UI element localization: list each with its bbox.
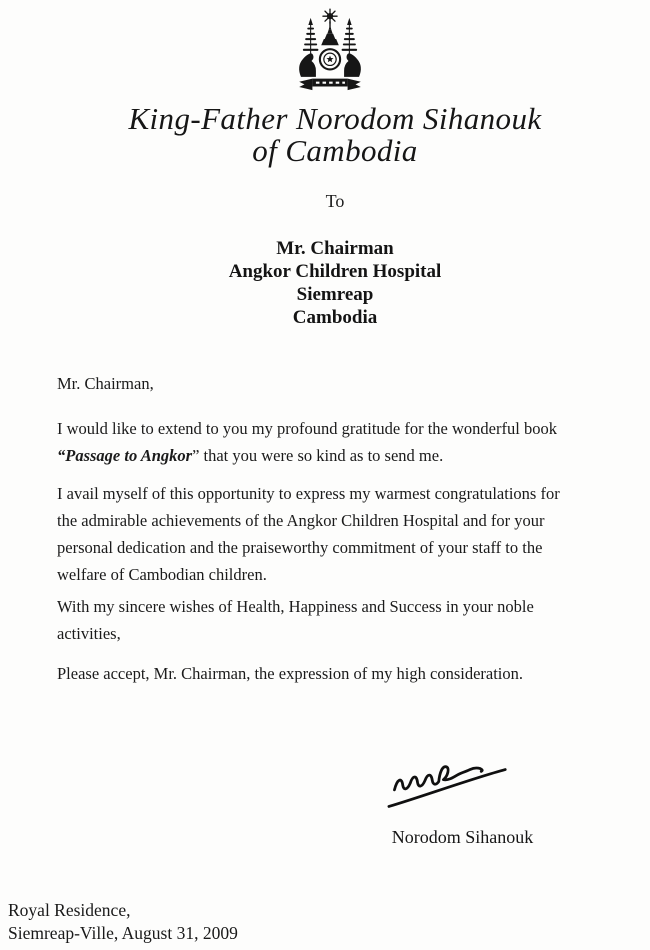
paragraph-line: the admirable achievements of the Angkor Children Hospital and for your — [57, 511, 545, 530]
book-title: Passage to Angkor — [65, 446, 193, 465]
signature-scrawl — [394, 767, 482, 790]
quote-open: “ — [57, 446, 66, 465]
royal-shield-icon — [320, 49, 340, 69]
recipient-line: Mr. Chairman — [276, 238, 394, 259]
recipient-line: Siemreap — [296, 284, 374, 305]
recipient-line: Angkor Children Hospital — [228, 261, 442, 282]
paragraph-line: activities, — [57, 624, 121, 643]
to-label: To — [325, 191, 345, 211]
royal-crown-icon — [321, 24, 339, 45]
letterhead-title-line1: King-Father Norodom Sihanouk — [128, 101, 542, 136]
rayed-sun-icon — [323, 9, 337, 27]
paragraph-line: I would like to extend to you my profound gratitude for the wonderful book — [57, 419, 557, 438]
motto-ribbon-icon — [299, 79, 361, 90]
handwritten-signature-icon — [382, 740, 514, 812]
recipient-address-block — [10, 237, 650, 329]
recipient-line: Cambodia — [292, 307, 378, 328]
paragraph-line: personal dedication and the praiseworthy commitment of your staff to the — [57, 538, 543, 557]
signatory-name: Norodom Sihanouk — [391, 827, 534, 847]
paragraph-line: welfare of Cambodian children. — [57, 565, 267, 584]
paragraph-line: With my sincere wishes of Health, Happiness and Success in your noble — [57, 597, 534, 616]
dateline-place: Royal Residence, — [8, 900, 131, 920]
salutation: Mr. Chairman, — [57, 374, 154, 393]
paragraph-line-rest: ” that you were so kind as to send me. — [192, 446, 444, 465]
letterhead-title-line2: of Cambodia — [252, 133, 418, 168]
paragraph-wishes — [57, 593, 627, 647]
paragraph-closing: Please accept, Mr. Chairman, the expression of my high consideration. — [57, 664, 524, 683]
paragraph-line: I avail myself of this opportunity to express my warmest congratulations for — [57, 484, 560, 503]
royal-arms-of-cambodia-emblem — [286, 8, 374, 100]
dateline-date: Siemreap-Ville, August 31, 2009 — [8, 923, 238, 943]
paragraph-congratulations — [57, 480, 627, 588]
paragraph-gratitude — [57, 415, 627, 469]
letterhead-title — [10, 103, 650, 167]
dateline — [8, 899, 238, 945]
paragraph-line — [57, 442, 627, 469]
